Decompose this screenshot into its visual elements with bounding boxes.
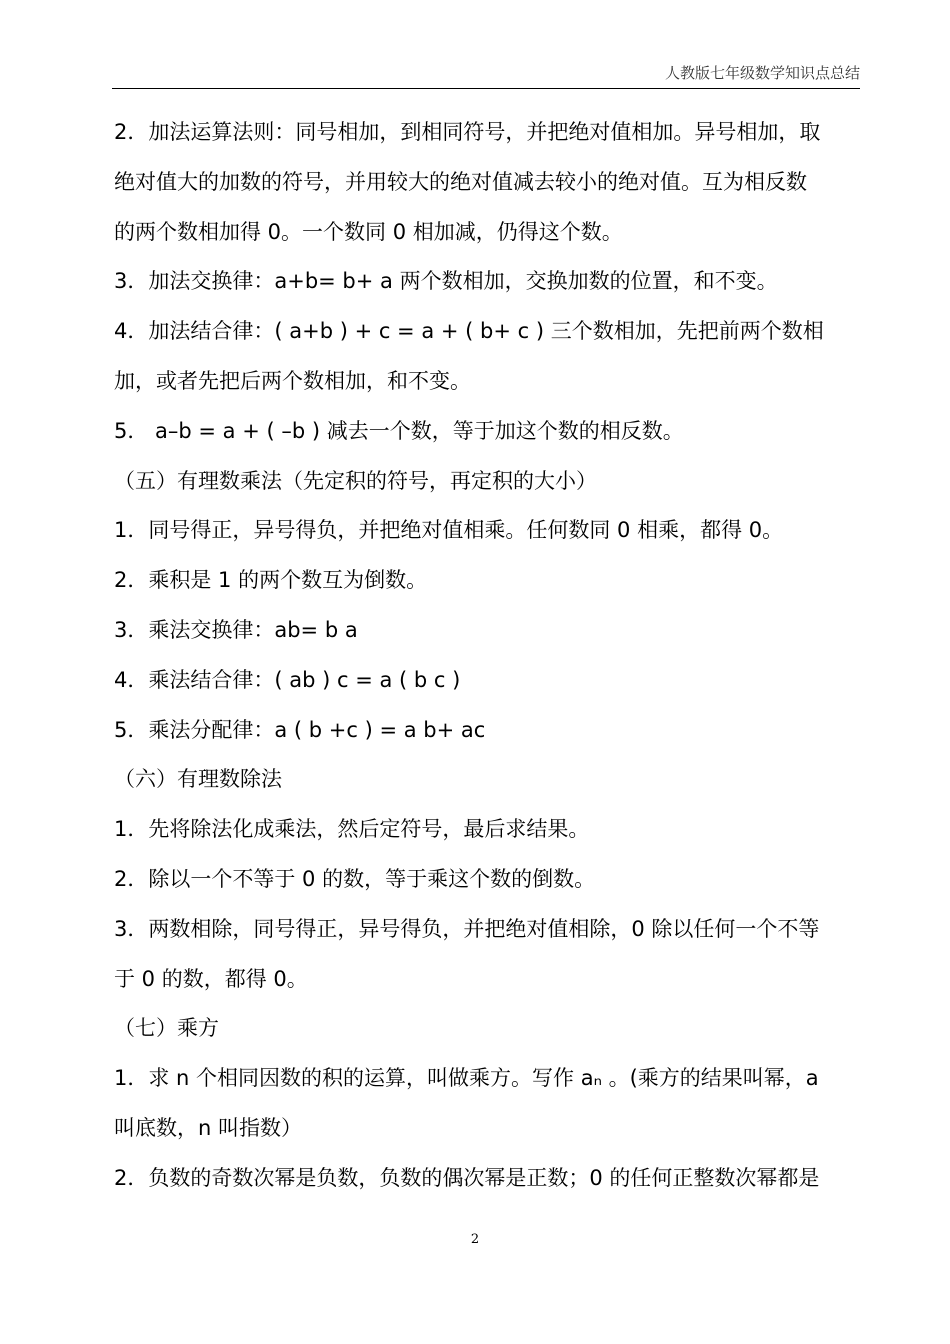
text-line: 2．负数的奇数次幂是负数，负数的偶次幂是正数；0 的任何正整数次幂都是 <box>114 1165 820 1190</box>
text-line: 2．乘积是 1 的两个数互为倒数。 <box>114 568 428 593</box>
section-heading: （五）有理数乘法（先定积的符号，再定积的大小） <box>114 468 597 493</box>
text-line: 5．乘法分配律：a ( b +c ) = a b+ ac <box>114 717 486 742</box>
text-line: 3．两数相除，同号得正，异号得负，并把绝对值相除，0 除以任何一个不等 <box>114 916 820 941</box>
text-line: 加，或者先把后两个数相加，和不变。 <box>114 368 471 393</box>
text-line: 3．乘法交换律：ab= b a <box>114 617 358 642</box>
text-line: 2．除以一个不等于 0 的数，等于乘这个数的倒数。 <box>114 866 596 891</box>
text-line: 1．求 n 个相同因数的积的运算，叫做乘方。写作 aₙ 。(乘方的结果叫幂，a <box>114 1066 819 1091</box>
text-line: 叫底数，n 叫指数） <box>114 1115 302 1140</box>
text-line: 4．加法结合律：( a+b ) + c = a + ( b+ c ) 三个数相加，先把前两个数相 <box>114 319 824 344</box>
header-divider <box>112 88 860 89</box>
section-heading: （七）乘方 <box>114 1016 219 1041</box>
section-heading: （六）有理数除法 <box>114 767 282 792</box>
text-line: 于 0 的数，都得 0。 <box>114 966 308 991</box>
text-line: 4．乘法结合律：( ab ) c = a ( b c ) <box>114 667 461 692</box>
text-line: 2．加法运算法则：同号相加，到相同符号，并把绝对值相加。异号相加，取 <box>114 120 821 144</box>
body-text <box>114 108 862 1204</box>
text-line: 的两个数相加得 0。一个数同 0 相加减，仍得这个数。 <box>114 219 623 244</box>
text-line: 3．加法交换律：a+b= b+ a 两个数相加，交换加数的位置，和不变。 <box>114 269 778 294</box>
text-line: 绝对值大的加数的符号，并用较大的绝对值减去较小的绝对值。互为相反数 <box>114 169 807 194</box>
text-line: 1．先将除法化成乘法，然后定符号，最后求结果。 <box>114 817 590 842</box>
text-line: 1．同号得正，异号得负，并把绝对值相乘。任何数同 0 相乘，都得 0。 <box>114 518 784 543</box>
running-header-title: 人教版七年级数学知识点总结 <box>664 64 860 82</box>
page-number: 2 <box>470 1232 480 1247</box>
text-line: 5． a–b = a + ( –b ) 减去一个数，等于加这个数的相反数。 <box>114 418 684 443</box>
